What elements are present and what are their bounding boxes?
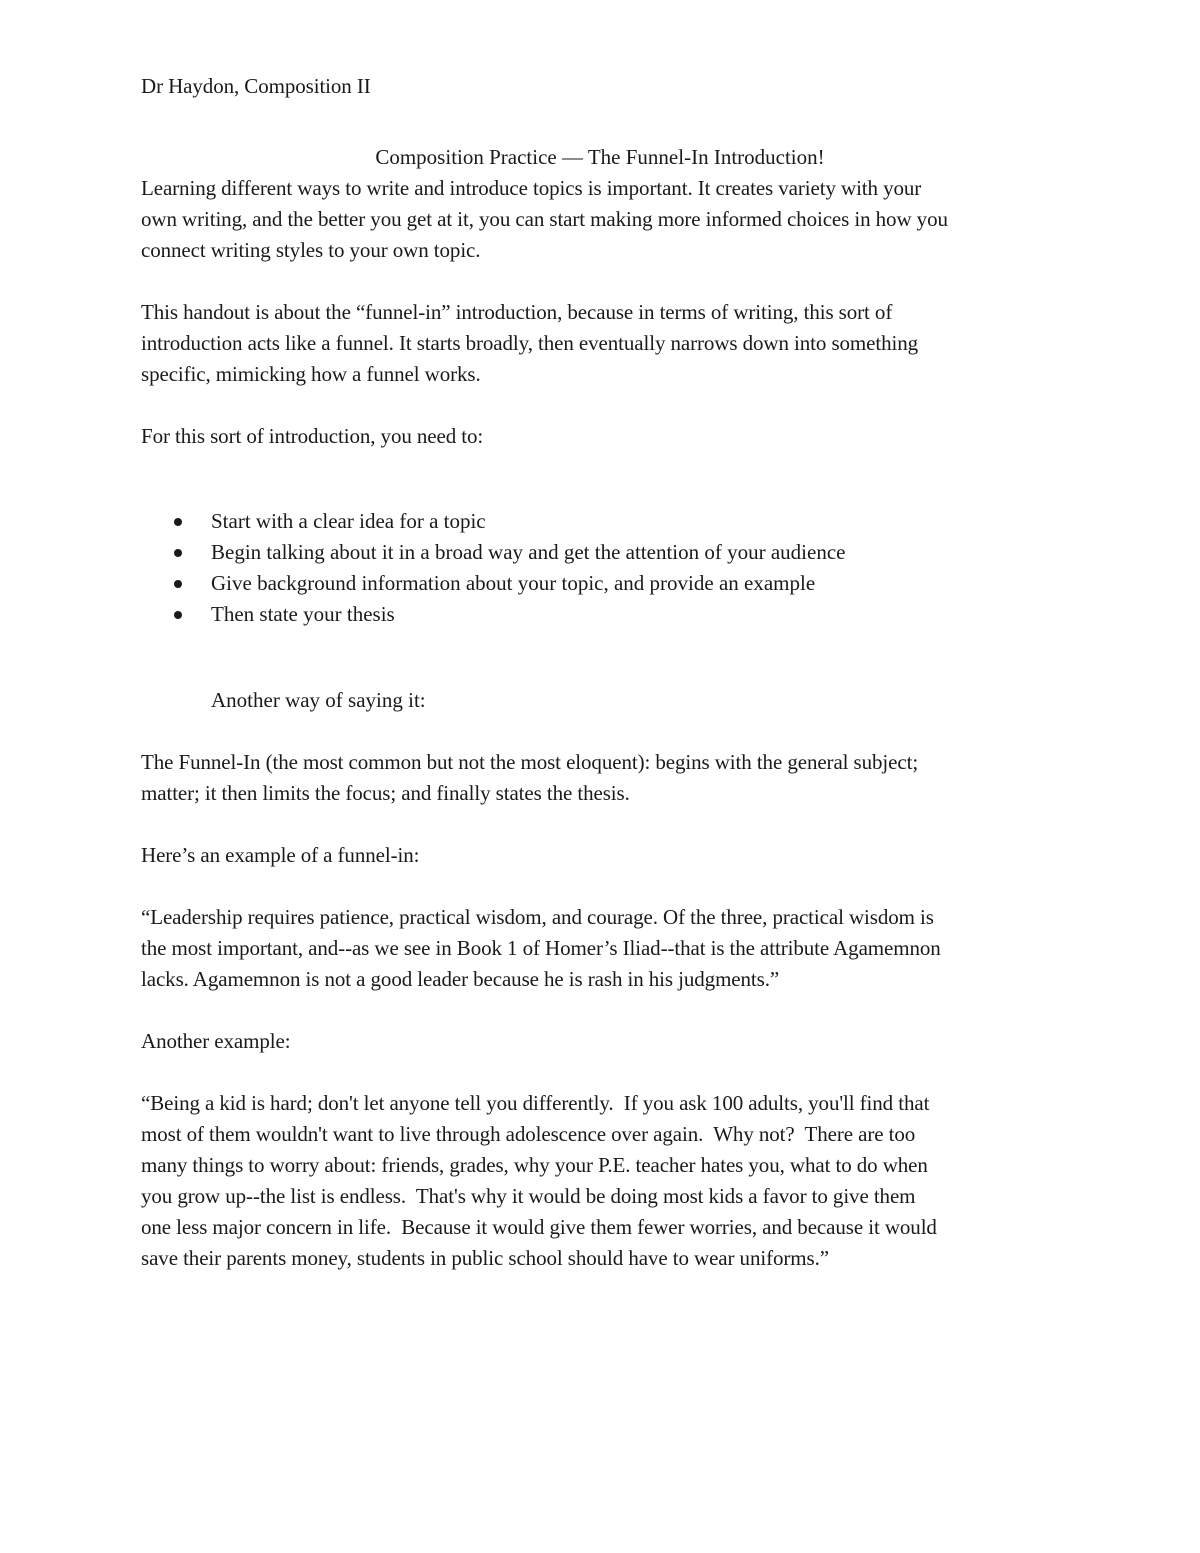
list-item: Give background information about your topic, and provide an example	[211, 571, 816, 595]
bullet-icon	[174, 518, 182, 526]
need-to-line: For this sort of introduction, you need to:	[141, 424, 484, 448]
example-two-line: you grow up--the list is endless. That's why it would be doing most kids a favor to give them	[141, 1184, 916, 1208]
handout-paragraph-line: introduction acts like a funnel. It starts broadly, then eventually narrows down into something	[141, 331, 919, 355]
page-title: Composition Practice — The Funnel-In Introduction!	[375, 145, 825, 169]
example-one-line: “Leadership requires patience, practical wisdom, and courage. Of the three, practical wisdom is	[141, 905, 934, 929]
example-one-line: the most important, and--as we see in Book 1 of Homer’s Iliad--that is the attribute Agamemnon	[141, 936, 941, 960]
bullet-icon	[174, 549, 182, 557]
bullet-icon	[174, 580, 182, 588]
intro-paragraph-line: own writing, and the better you get at it, you can start making more informed choices in how you	[141, 207, 948, 231]
bullet-icon	[174, 611, 182, 619]
another-example-line: Another example:	[141, 1029, 291, 1053]
example-two-line: most of them wouldn't want to live through adolescence over again. Why not? There are too	[141, 1122, 916, 1146]
definition-paragraph-line: The Funnel-In (the most common but not the most eloquent): begins with the general subject;	[141, 750, 919, 774]
intro-paragraph-line: connect writing styles to your own topic.	[141, 238, 481, 262]
example-two-line: save their parents money, students in public school should have to wear uniforms.”	[141, 1246, 829, 1270]
example-one-line: lacks. Agamemnon is not a good leader because he is rash in his judgments.”	[141, 967, 780, 991]
handout-paragraph-line: This handout is about the “funnel-in” introduction, because in terms of writing, this sort of	[141, 300, 893, 324]
list-item: Start with a clear idea for a topic	[211, 509, 486, 533]
course-header: Dr Haydon, Composition II	[141, 74, 371, 98]
handout-paragraph-line: specific, mimicking how a funnel works.	[141, 362, 481, 386]
another-way-line: Another way of saying it:	[211, 688, 426, 712]
intro-paragraph-line: Learning different ways to write and introduce topics is important. It creates variety with your	[141, 176, 922, 200]
example-intro-line: Here’s an example of a funnel-in:	[141, 843, 420, 867]
definition-paragraph-line: matter; it then limits the focus; and finally states the thesis.	[141, 781, 630, 805]
list-item: Then state your thesis	[211, 602, 395, 626]
example-two-line: “Being a kid is hard; don't let anyone tell you differently. If you ask 100 adults, you'll find that	[141, 1091, 930, 1115]
example-two-line: many things to worry about: friends, grades, why your P.E. teacher hates you, what to do when	[141, 1153, 928, 1177]
list-item: Begin talking about it in a broad way and get the attention of your audience	[211, 540, 846, 564]
example-two-line: one less major concern in life. Because it would give them fewer worries, and because it would	[141, 1215, 937, 1239]
